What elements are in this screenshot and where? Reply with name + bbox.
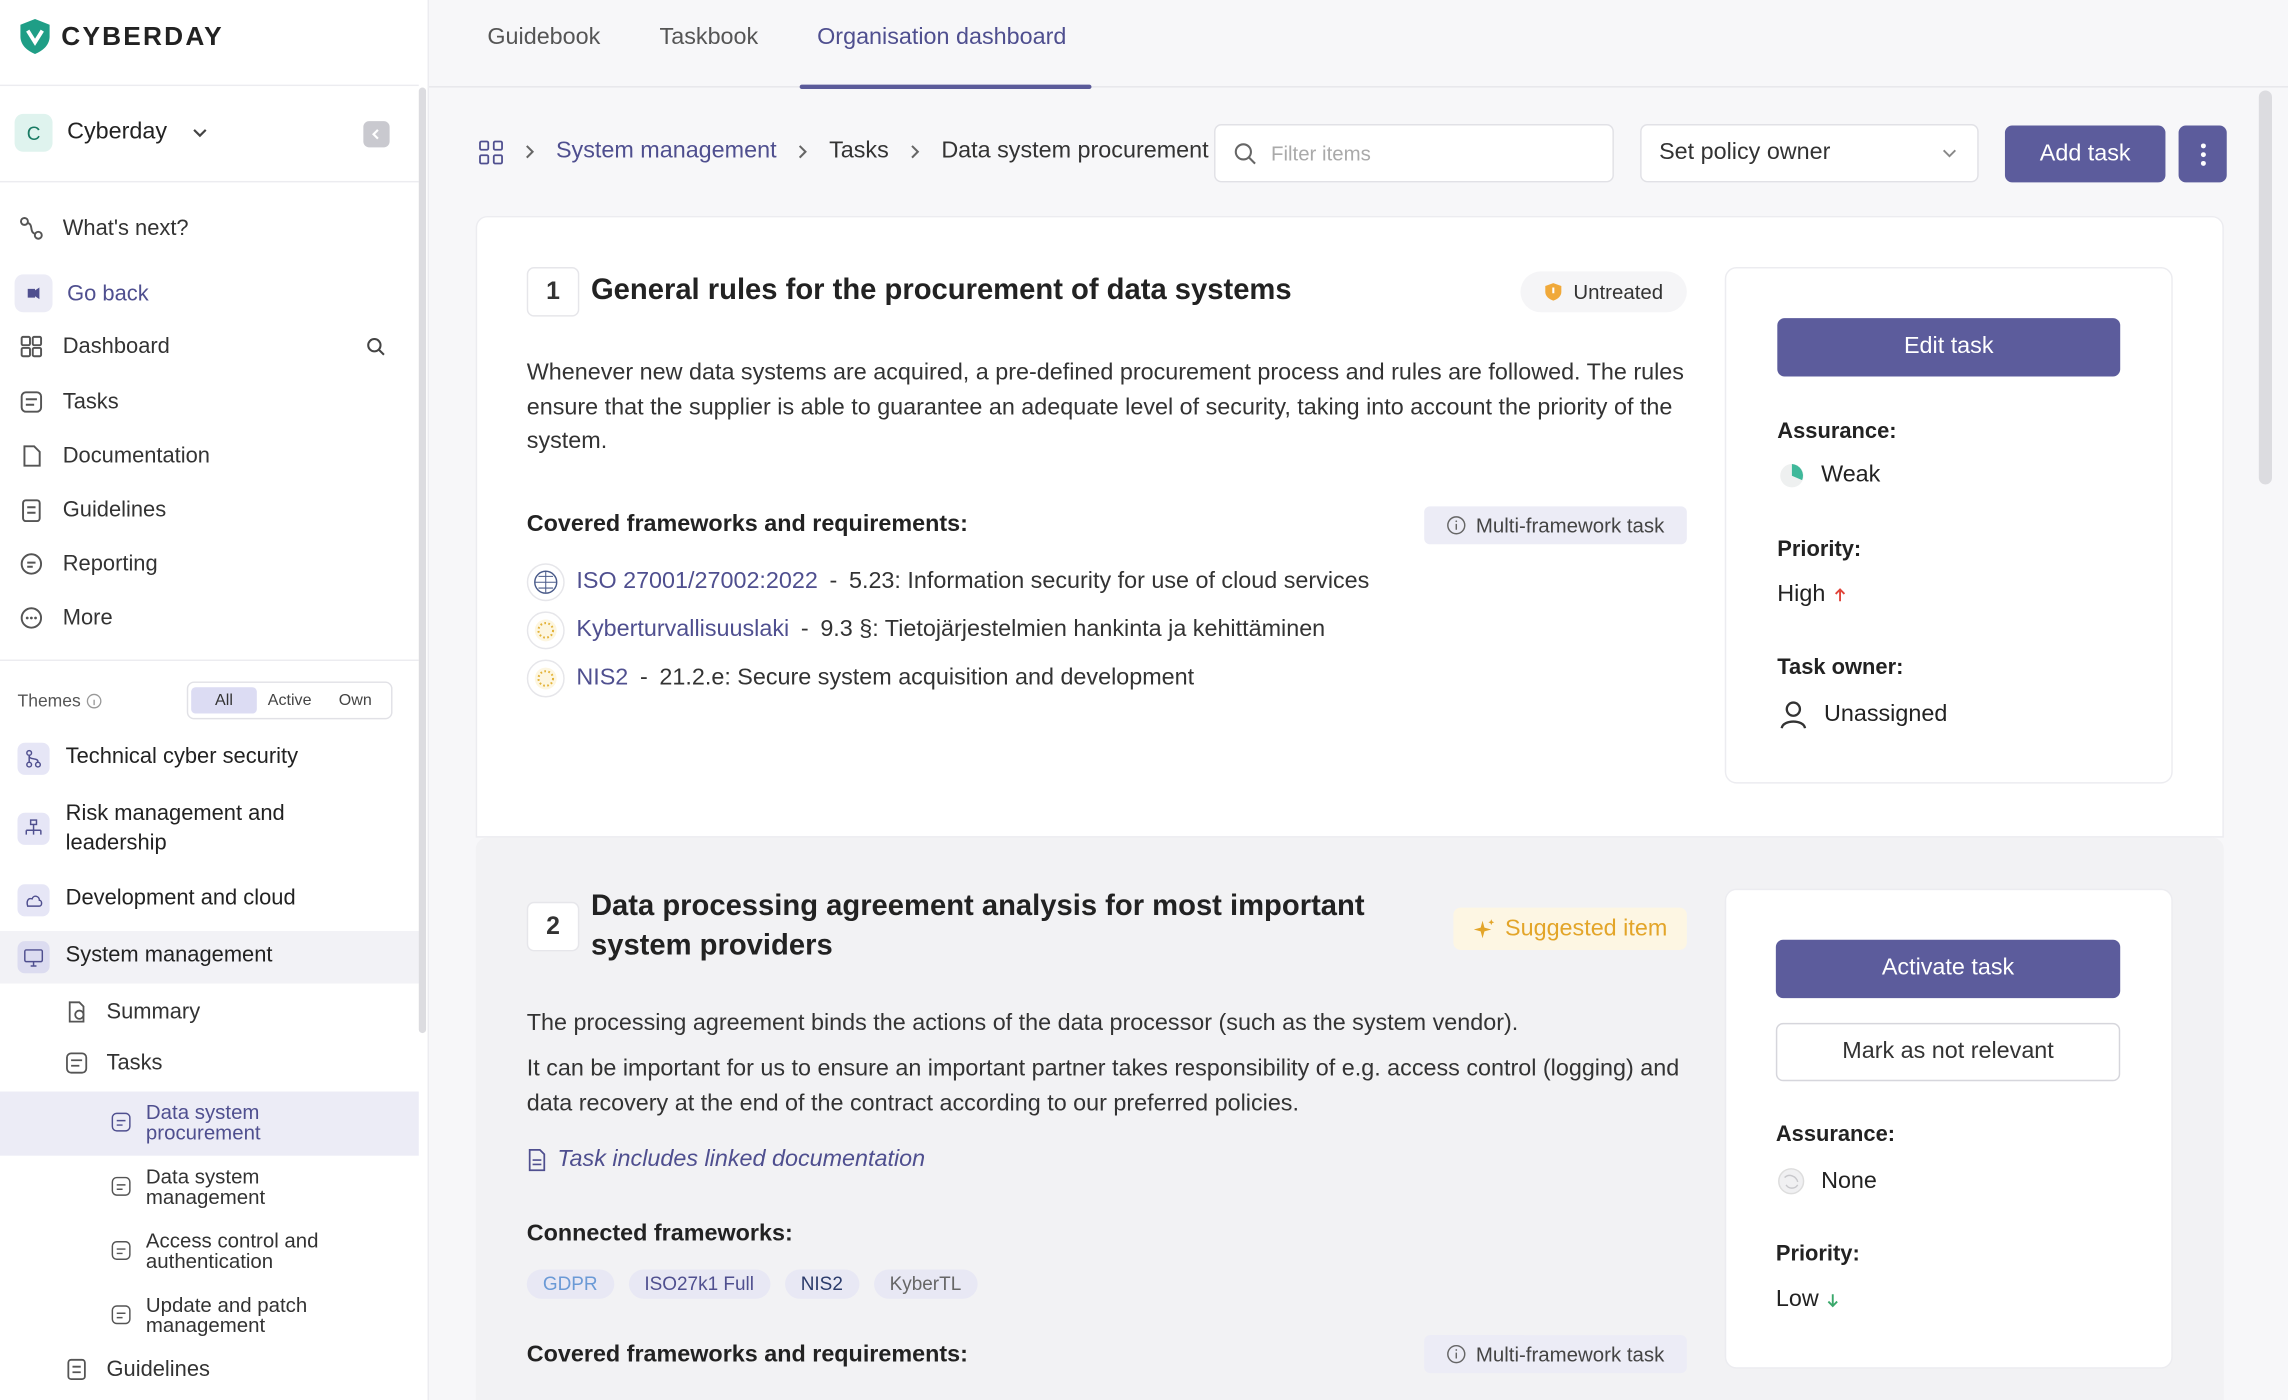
chevron-right-icon (796, 143, 811, 161)
framework-link[interactable]: ISO 27001/27002:2022 (576, 569, 818, 594)
grid-icon[interactable] (479, 139, 504, 164)
filter-own[interactable]: Own (338, 691, 372, 710)
theme-system-management[interactable] (18, 941, 273, 973)
nav-label: Reporting (62, 551, 158, 577)
org-switcher[interactable] (15, 114, 211, 152)
themes-filter (187, 681, 393, 719)
theme-development-and-cloud[interactable] (18, 884, 296, 916)
task-icon (111, 1112, 131, 1132)
connected-frameworks (527, 1270, 978, 1299)
nav-tasks[interactable] (18, 388, 119, 416)
nav-reporting[interactable] (18, 550, 158, 578)
theme-label: Risk management and leadership (65, 801, 285, 856)
framework-chip[interactable]: ISO27k1 Full (628, 1270, 770, 1299)
task-description: Whenever new data systems are acquired, a pre-defined procurement process and rules are followed. The rules ensure that the supplier is able to guarantee an adequate level of security, taking into account the priority of the system. (526, 360, 1684, 454)
chevron-down-icon (1939, 143, 1959, 163)
task-title-line2: system providers (590, 929, 833, 962)
owner-text: Unassigned (1824, 701, 1948, 727)
priority-label: Priority: (1777, 536, 1862, 562)
guidelines-icon (64, 1357, 89, 1382)
iso-logo-icon (533, 569, 559, 595)
task-number: 2 (527, 902, 580, 952)
nav-documentation[interactable] (18, 442, 210, 470)
priority-text: High (1777, 582, 1826, 608)
tab-taskbook[interactable]: Taskbook (659, 24, 759, 50)
chevron-down-icon (190, 123, 210, 143)
guidelines-icon (18, 496, 46, 524)
priority-value (1776, 1287, 1841, 1313)
task-number: 1 (527, 267, 580, 317)
eu-stars-icon (533, 617, 559, 643)
task-item-label: Data system management (145, 1164, 266, 1209)
breadcrumb-current: Data system procurement (941, 138, 1209, 164)
connected-frameworks-heading: Connected frameworks: (526, 1221, 793, 1247)
monitor-icon (23, 947, 43, 967)
requirement-sep: - (800, 617, 809, 643)
sub-tasks[interactable] (64, 1051, 162, 1076)
breadcrumb-system-management[interactable]: System management (555, 138, 777, 164)
requirement-row (527, 563, 1370, 601)
assurance-label: Assurance: (1775, 1122, 1896, 1147)
owner-value[interactable] (1777, 699, 1947, 731)
info-icon (1447, 1344, 1467, 1364)
policy-owner-value: Set policy owner (1659, 140, 1831, 165)
framework-link[interactable]: Kyberturvallisuuslaki (576, 617, 790, 643)
cloud-icon (23, 890, 43, 910)
filter-input[interactable] (1271, 142, 1563, 165)
sub-label: Tasks (106, 1050, 163, 1076)
linked-documentation-text: Task includes linked documentation (557, 1146, 926, 1172)
sub-summary[interactable] (64, 1000, 200, 1025)
framework-link[interactable]: NIS2 (576, 665, 629, 691)
breadcrumb (479, 139, 1209, 165)
assurance-value (1776, 1166, 1877, 1197)
task-title: General rules for the procurement of data systems (590, 274, 1292, 307)
sidebar (0, 0, 429, 1400)
task-item-data-system-procurement[interactable] (111, 1102, 307, 1143)
priority-label: Priority: (1775, 1241, 1860, 1267)
nav-label: Documentation (62, 443, 210, 469)
route-icon (18, 215, 46, 243)
nav-label: More (62, 605, 113, 631)
nav-label: Dashboard (62, 334, 170, 359)
requirement-text: 9.3 §: Tietojärjestelmien hankinta ja kehittäminen (820, 617, 1326, 643)
requirement-row (527, 611, 1325, 649)
tasks-icon (64, 1051, 89, 1076)
framework-chip[interactable]: GDPR (527, 1270, 614, 1299)
filter-box (1214, 124, 1614, 182)
assurance-weak-icon (1777, 461, 1806, 490)
multi-framework-badge[interactable] (1424, 1335, 1687, 1373)
org-avatar: C (15, 114, 53, 152)
sub-label: Guidelines (106, 1357, 210, 1382)
summary-icon (64, 1000, 89, 1025)
assurance-none-icon (1776, 1166, 1807, 1197)
tasks-icon (18, 388, 46, 416)
go-back-button[interactable] (15, 274, 149, 312)
org-name: Cyberday (67, 119, 168, 145)
nav-guidelines[interactable] (18, 496, 167, 524)
task-paragraph-1: The processing agreement binds the actions of the data processor (such as the system vendor). (526, 1011, 1519, 1037)
status-badge (1520, 271, 1686, 312)
framework-chip[interactable]: NIS2 (785, 1270, 859, 1299)
nav-label: What's next? (62, 215, 189, 241)
task-item-label: Access control and authentication (145, 1228, 319, 1273)
edit-task-button[interactable]: Edit task (1777, 318, 2120, 376)
document-icon (18, 442, 46, 470)
logo-text: CYBERDAY (61, 21, 224, 51)
priority-text: Low (1775, 1287, 1819, 1312)
assurance-text: None (1821, 1168, 1877, 1193)
task-paragraph-2: It can be important for us to ensure an important partner takes responsibility of e.g. access control (logging) and data recovery at the end of the contract according to our preferred policies. (526, 1056, 1680, 1116)
add-task-button[interactable]: Add task (2005, 125, 2166, 182)
theme-risk-management[interactable] (18, 800, 310, 858)
shield-warning-icon (1544, 282, 1563, 302)
more-options-button[interactable] (2179, 125, 2227, 182)
tab-guidebook[interactable]: Guidebook (487, 24, 601, 50)
theme-label: Development and cloud (65, 885, 296, 911)
document-icon (527, 1148, 547, 1171)
owner-label: Task owner: (1777, 655, 1904, 680)
info-icon (87, 692, 103, 708)
sub-label: Summary (106, 999, 201, 1025)
task-item-update-patch[interactable] (111, 1294, 350, 1335)
arrow-up-icon (1833, 587, 1848, 605)
task-icon (111, 1305, 131, 1325)
active-tab-underline (800, 85, 1092, 89)
search-icon (1233, 141, 1258, 166)
requirement-sep: - (639, 665, 648, 691)
reporting-icon (18, 550, 46, 578)
nav-whats-next[interactable] (18, 215, 189, 243)
activate-task-button[interactable]: Activate task (1776, 940, 2120, 998)
info-icon (1447, 515, 1467, 535)
git-branch-icon (23, 749, 43, 769)
assurance-value (1777, 461, 1880, 490)
go-back-icon (25, 285, 43, 303)
more-icon (18, 604, 46, 632)
task-item-label: Update and patch management (145, 1292, 308, 1337)
tab-organisation-dashboard[interactable]: Organisation dashboard (817, 24, 1067, 50)
multi-framework-label: Multi-framework task (1475, 1342, 1665, 1366)
themes-label (18, 690, 103, 710)
policy-owner-select[interactable] (1640, 124, 1979, 182)
nav-dashboard[interactable] (18, 333, 170, 361)
nav-more[interactable] (18, 604, 113, 632)
frameworks-heading: Covered frameworks and requirements: (526, 1342, 968, 1368)
cyberday-logo-icon (18, 18, 53, 56)
mark-not-relevant-button[interactable]: Mark as not relevant (1776, 1023, 2120, 1081)
priority-value (1777, 582, 1847, 608)
filter-active[interactable]: Active (267, 691, 312, 710)
suggested-text: Suggested item (1505, 915, 1668, 941)
frameworks-heading: Covered frameworks and requirements: (526, 512, 968, 537)
user-icon (1777, 699, 1809, 731)
task-item-data-system-management[interactable] (111, 1166, 307, 1207)
arrow-down-icon (1826, 1291, 1841, 1309)
status-text: Untreated (1573, 280, 1664, 304)
task-item-label: Data system procurement (145, 1100, 261, 1145)
breadcrumb-tasks[interactable]: Tasks (829, 138, 889, 164)
filter-all[interactable]: All (191, 687, 257, 713)
eu-stars-icon (533, 665, 559, 691)
multi-framework-label: Multi-framework task (1475, 513, 1665, 537)
requirement-text: 5.23: Information security for use of cloud services (848, 569, 1370, 594)
suggested-badge (1453, 908, 1686, 950)
task-icon (111, 1240, 131, 1260)
assurance-text: Weak (1821, 462, 1881, 488)
search-icon[interactable] (365, 336, 387, 358)
sparkle-icon (1473, 917, 1496, 940)
nav-label: Tasks (62, 389, 119, 415)
task-icon (111, 1176, 131, 1196)
task-item-access-control[interactable] (111, 1230, 365, 1271)
kebab-icon (2200, 141, 2206, 167)
nav-label: Guidelines (62, 497, 167, 523)
sub-guidelines[interactable] (64, 1357, 210, 1382)
chevron-right-icon (522, 143, 537, 161)
requirement-text: 21.2.e: Secure system acquisition and development (659, 665, 1195, 691)
theme-technical-cyber-security[interactable] (18, 743, 299, 775)
go-back-label: Go back (67, 280, 149, 306)
task-title (591, 887, 1437, 966)
dashboard-icon (18, 333, 46, 361)
collapse-sidebar-button[interactable] (363, 121, 389, 147)
theme-label: System management (65, 942, 273, 968)
sidebar-scrollbar[interactable] (419, 88, 426, 1034)
framework-chip[interactable]: KyberTL (874, 1270, 978, 1299)
multi-framework-badge[interactable] (1424, 506, 1687, 544)
logo[interactable] (18, 18, 224, 56)
requirement-row (527, 660, 1194, 698)
themes-label-text: Themes (17, 690, 81, 711)
top-tabs (429, 0, 2288, 88)
linked-documentation[interactable] (527, 1147, 925, 1173)
theme-label: Technical cyber security (65, 744, 299, 769)
main-scrollbar[interactable] (2259, 90, 2272, 484)
requirement-sep: - (829, 569, 838, 594)
assurance-label: Assurance: (1777, 418, 1897, 444)
collapse-icon (369, 127, 384, 142)
hierarchy-icon (23, 819, 43, 839)
chevron-right-icon (908, 143, 923, 161)
task-title-line1: Data processing agreement analysis for most important (590, 890, 1365, 923)
